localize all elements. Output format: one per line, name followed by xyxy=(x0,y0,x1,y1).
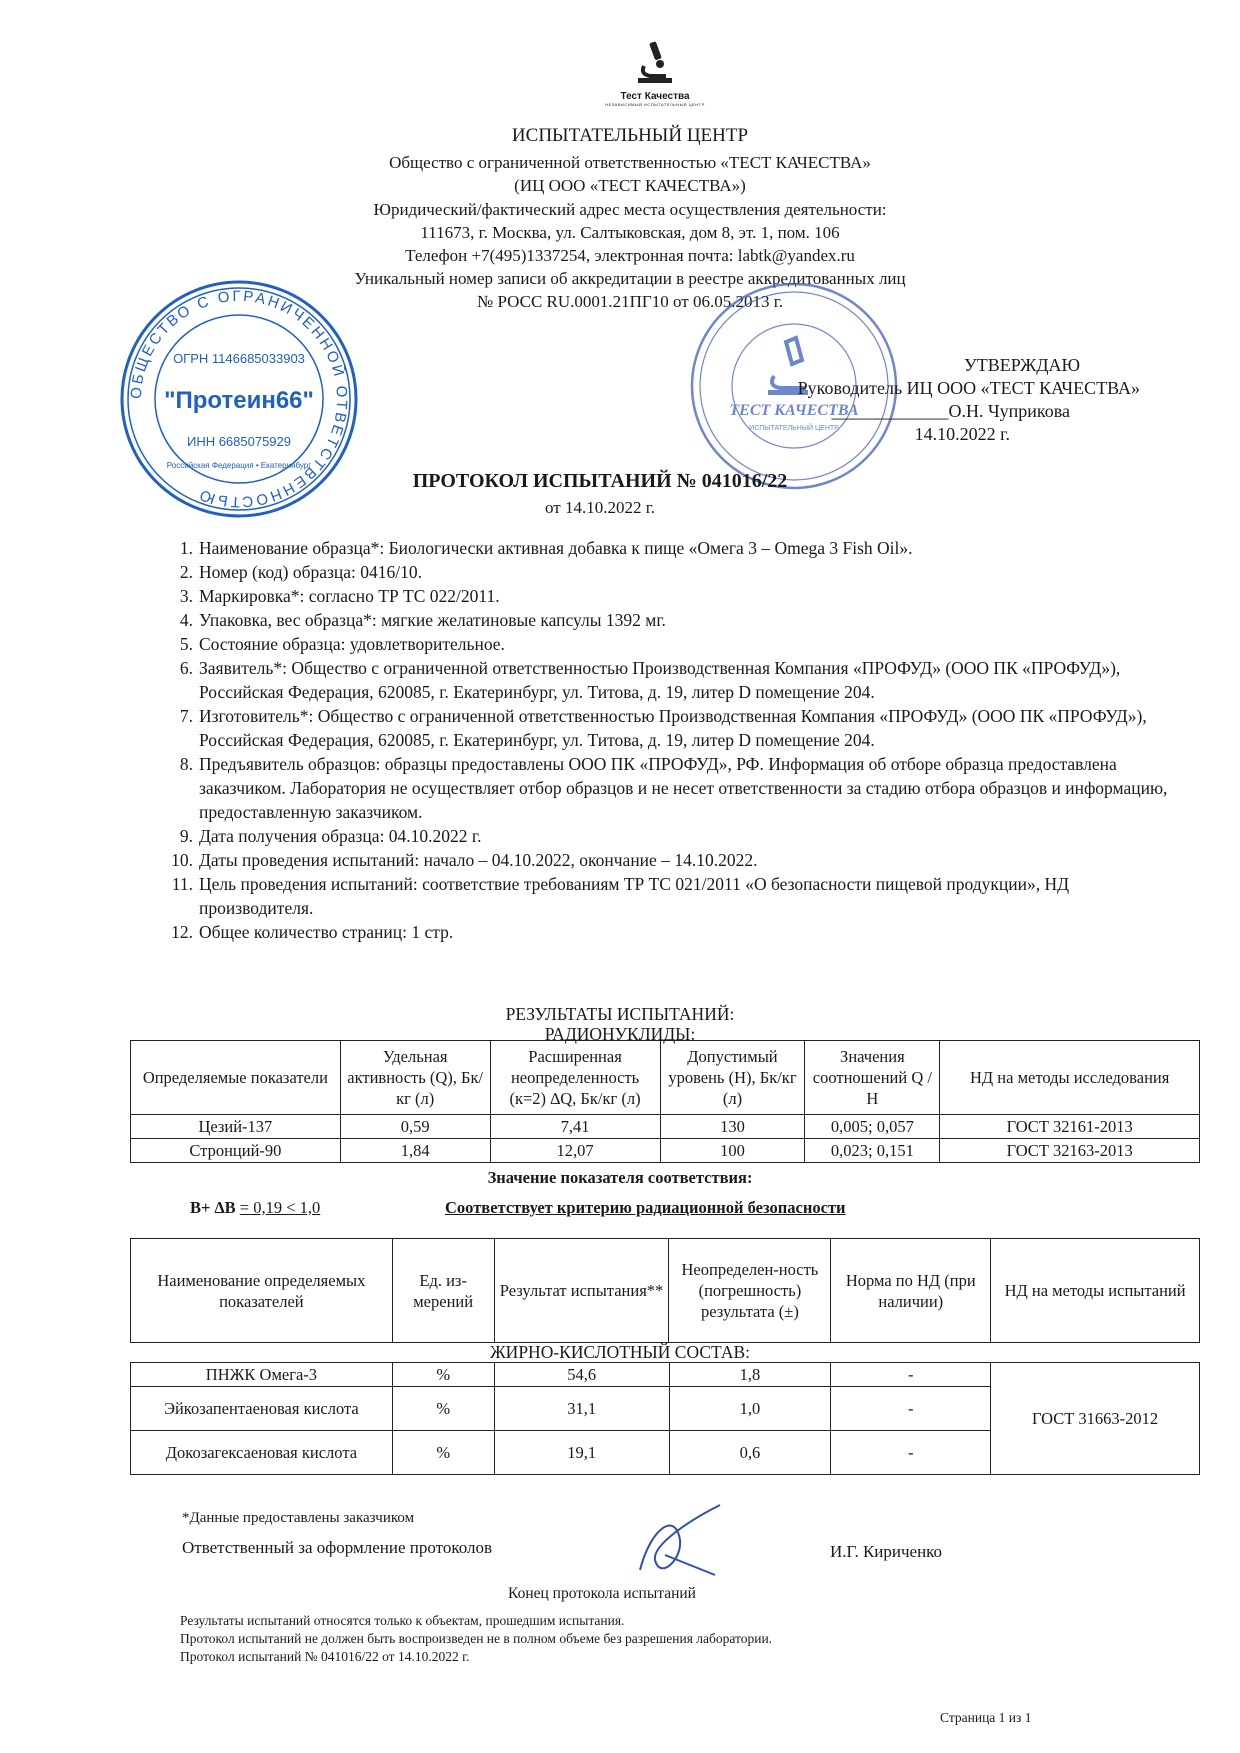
address-label: Юридический/фактический адрес места осуществления деятельности: xyxy=(373,200,887,219)
sample-info-item xyxy=(160,752,1180,824)
fa-header-cell: Ед. из-мерений xyxy=(392,1239,494,1343)
footer xyxy=(180,1612,1080,1666)
item-number: 5. xyxy=(179,634,193,654)
sample-info-item xyxy=(160,608,1180,632)
sample-info-item xyxy=(160,848,1180,872)
sample-info-item xyxy=(160,656,1180,704)
radio-cell: Цезий-137 xyxy=(131,1115,341,1139)
item-text: Изготовитель*: Общество с ограниченной ответственностью Производственная Компания «ПРОФУД» (ООО ПК «ПРОФУД»), Российская Федерация, 620085, г. Екатеринбург, ул. Титова, д. 19, литер D помещение 204. xyxy=(199,706,1147,750)
item-text: Упаковка, вес образца*: мягкие желатиновые капсулы 1392 мг. xyxy=(199,610,666,630)
approval-date: 14.10.2022 г. xyxy=(914,424,1010,444)
stamp-region: Российская Федерация • Екатеринбург xyxy=(166,461,312,470)
item-text: Номер (код) образца: 0416/10. xyxy=(199,562,423,582)
item-number: 1. xyxy=(179,538,193,558)
end-of-protocol: Конец протокола испытаний xyxy=(508,1585,696,1602)
item-number: 9. xyxy=(179,826,193,846)
sample-info-item xyxy=(160,584,1180,608)
item-text: Состояние образца: удовлетворительное. xyxy=(199,634,505,654)
radio-header-cell: Значения соотношений Q /Н xyxy=(805,1041,940,1115)
fa-header-cell: Неопределен-ность (погрешность) результата (±) xyxy=(669,1239,831,1343)
item-number: 6. xyxy=(179,658,193,678)
fa-cell: % xyxy=(392,1431,494,1475)
fa-cell: 54,6 xyxy=(494,1363,669,1387)
radio-cell: Стронций-90 xyxy=(131,1139,341,1163)
logo-name: Тест Качества xyxy=(620,91,690,102)
radio-cell: ГОСТ 32161-2013 xyxy=(940,1115,1200,1139)
item-text: Наименование образца*: Биологически активная добавка к пище «Омега 3 – Omega 3 Fish Oil». xyxy=(199,538,913,558)
fa-cell: 1,8 xyxy=(669,1363,831,1387)
approval-title: УТВЕРЖДАЮ xyxy=(963,355,1080,375)
item-text: Даты проведения испытаний: начало – 04.10.2022, окончание – 14.10.2022. xyxy=(199,850,758,870)
radio-header-cell: Допустимый уровень (Н), Бк/кг (л) xyxy=(660,1041,805,1115)
fatty-acid-header-table xyxy=(130,1238,1200,1343)
fa-cell: ПНЖК Омега-3 xyxy=(131,1363,393,1387)
customer-data-note: *Данные предоставлены заказчиком xyxy=(182,1510,415,1526)
item-text: Заявитель*: Общество с ограниченной ответственностью Производственная Компания «ПРОФУД» (ООО ПК «ПРОФУД»), Российская Федерация, 620085, г. Екатеринбург, ул. Титова, д. 19, литер D помещение 204. xyxy=(199,658,1121,702)
sample-info-item xyxy=(160,872,1180,920)
item-text: Маркировка*: согласно ТР ТС 022/2011. xyxy=(199,586,500,606)
stamp-inn: ИНН 6685075929 xyxy=(186,434,292,449)
radio-cell: 1,84 xyxy=(340,1139,490,1163)
correspondence-label: B+ ∆B xyxy=(190,1198,236,1217)
item-number: 10. xyxy=(171,850,193,870)
protocol-date: от 14.10.2022 г. xyxy=(544,498,655,517)
item-text: Предъявитель образцов: образцы предоставлены ООО ПК «ПРОФУД», РФ. Информация об отборе образца предоставлена заказчиком. Лаборатория не осуществляет отбор образцов и не несет ответственности за стадию отбора образцов и информацию, предоставленную заказчиком. xyxy=(199,754,1168,822)
fa-method-cell: ГОСТ 31663-2012 xyxy=(991,1363,1200,1475)
radio-header-cell: Удельная активность (Q), Бк/кг (л) xyxy=(340,1041,490,1115)
radio-header-cell: Расширенная неопределенность (к=2) ∆Q, Бк/кг (л) xyxy=(490,1041,660,1115)
radio-header-cell: НД на методы исследования xyxy=(940,1041,1200,1115)
radio-cell: 100 xyxy=(660,1139,805,1163)
fa-header-cell: Наименование определяемых показателей xyxy=(131,1239,393,1343)
fa-header-cell: Результат испытания** xyxy=(494,1239,669,1343)
sample-info-item xyxy=(160,560,1180,584)
accreditation-label: Уникальный номер записи об аккредитации в реестре аккредитованных лиц xyxy=(354,269,906,288)
fa-cell: % xyxy=(392,1363,494,1387)
footer-line-1: Результаты испытаний относятся только к объектам, прошедшим испытания. xyxy=(180,1613,625,1628)
contacts: Телефон +7(495)1337254, электронная почта: labtk@yandex.ru xyxy=(405,246,855,265)
stamp-ring-text: ОБЩЕСТВО С ОГРАНИЧЕННОЙ ОТВЕТСТВЕННОСТЬЮ xyxy=(127,287,351,511)
fatty-acid-table xyxy=(130,1362,1200,1475)
fa-cell: - xyxy=(831,1387,991,1431)
item-number: 3. xyxy=(179,586,193,606)
responsible-label: Ответственный за оформление протоколов xyxy=(182,1538,493,1557)
fatty-acid-title: ЖИРНО-КИСЛОТНЫЙ СОСТАВ: xyxy=(490,1342,750,1362)
item-text: Дата получения образца: 04.10.2022 г. xyxy=(199,826,482,846)
sample-info-item xyxy=(160,632,1180,656)
responsible-name: И.Г. Кириченко xyxy=(830,1542,943,1561)
test-kachestva-logo xyxy=(600,40,710,107)
fa-cell: % xyxy=(392,1387,494,1431)
radio-cell: 0,005; 0,057 xyxy=(805,1115,940,1139)
sample-info-item xyxy=(160,920,1180,944)
fa-cell: 19,1 xyxy=(494,1431,669,1475)
footer-line-2: Протокол испытаний не должен быть воспроизведен не в полном объеме без разрешения лаборатории. xyxy=(180,1631,773,1646)
item-text: Цель проведения испытаний: соответствие требованиям ТР ТС 021/2011 «О безопасности пищевой продукции», НД производителя. xyxy=(199,874,1070,918)
radio-header-cell: Определяемые показатели xyxy=(131,1041,341,1115)
item-number: 12. xyxy=(171,922,193,942)
fa-cell: 1,0 xyxy=(669,1387,831,1431)
fa-header-cell: Норма по НД (при наличии) xyxy=(831,1239,991,1343)
page-number: Страница 1 из 1 xyxy=(940,1710,1032,1725)
fa-cell: Докозагексаеновая кислота xyxy=(131,1431,393,1475)
radio-cell: 130 xyxy=(660,1115,805,1139)
lab-stamp-subtext: ИСПЫТАТЕЛЬНЫЙ ЦЕНТР xyxy=(749,425,839,432)
item-text: Общее количество страниц: 1 стр. xyxy=(199,922,454,942)
center-title: ИСПЫТАТЕЛЬНЫЙ ЦЕНТР xyxy=(511,125,749,146)
accreditation-number: № РОСС RU.0001.21ПГ10 от 06.05.2013 г. xyxy=(476,292,784,311)
approval-block xyxy=(720,354,1140,446)
org-full: Общество с ограниченной ответственностью «ТЕСТ КАЧЕСТВА» xyxy=(389,153,871,172)
correspondence-value: = 0,19 < 1,0 xyxy=(239,1198,321,1217)
footer-line-3: Протокол испытаний № 041016/22 от 14.10.2022 г. xyxy=(180,1649,470,1664)
results-title: РЕЗУЛЬТАТЫ ИСПЫТАНИЙ: xyxy=(505,1004,735,1024)
fa-cell: 31,1 xyxy=(494,1387,669,1431)
radio-cell: ГОСТ 32163-2013 xyxy=(940,1139,1200,1163)
signature xyxy=(620,1500,740,1595)
stamp-ogrn: ОГРН 1146685033903 xyxy=(173,351,305,366)
radio-cell: 0,59 xyxy=(340,1115,490,1139)
fa-cell: - xyxy=(831,1363,991,1387)
lab-stamp-name: ТЕСТ КАЧЕСТВА xyxy=(729,402,859,419)
microscope-icon xyxy=(630,40,680,86)
radio-cell: 12,07 xyxy=(490,1139,660,1163)
fa-cell: - xyxy=(831,1431,991,1475)
approval-position: Руководитель ИЦ ООО «ТЕСТ КАЧЕСТВА» xyxy=(797,378,1140,398)
sample-info-item xyxy=(160,824,1180,848)
logo-tagline: НЕЗАВИСИМЫЙ ИСПЫТАТЕЛЬНЫЙ ЦЕНТР xyxy=(605,102,705,107)
table-row xyxy=(131,1363,1200,1387)
table-row xyxy=(131,1139,1200,1163)
sample-info-item xyxy=(160,536,1180,560)
correspondence-verdict: Соответствует критерию радиационной безопасности xyxy=(445,1198,846,1217)
radionuclides-table xyxy=(130,1040,1200,1163)
stamp-company-name: "Протеин66" xyxy=(164,387,314,414)
sample-info-item xyxy=(160,704,1180,752)
fa-cell: 0,6 xyxy=(669,1431,831,1475)
protocol-title: ПРОТОКОЛ ИСПЫТАНИЙ № 041016/22 xyxy=(412,470,788,492)
item-number: 8. xyxy=(179,754,193,774)
item-number: 11. xyxy=(171,874,193,894)
org-short: (ИЦ ООО «ТЕСТ КАЧЕСТВА») xyxy=(514,176,746,195)
approval-signature: _____________О.Н. Чуприкова xyxy=(831,401,1070,421)
correspondence-title: Значение показателя соответствия: xyxy=(487,1168,753,1187)
address: 111673, г. Москва, ул. Салтыковская, дом 8, эт. 1, пом. 106 xyxy=(420,223,840,242)
item-number: 2. xyxy=(179,562,193,582)
table-row xyxy=(131,1115,1200,1139)
item-number: 7. xyxy=(179,706,193,726)
radio-cell: 0,023; 0,151 xyxy=(805,1139,940,1163)
radio-cell: 7,41 xyxy=(490,1115,660,1139)
sample-info-list xyxy=(160,536,1180,944)
fa-cell: Эйкозапентаеновая кислота xyxy=(131,1387,393,1431)
radionuclides-title: РАДИОНУКЛИДЫ: xyxy=(544,1024,696,1044)
correspondence-line xyxy=(190,1198,1070,1218)
item-number: 4. xyxy=(179,610,193,630)
fa-header-cell: НД на методы испытаний xyxy=(991,1239,1200,1343)
